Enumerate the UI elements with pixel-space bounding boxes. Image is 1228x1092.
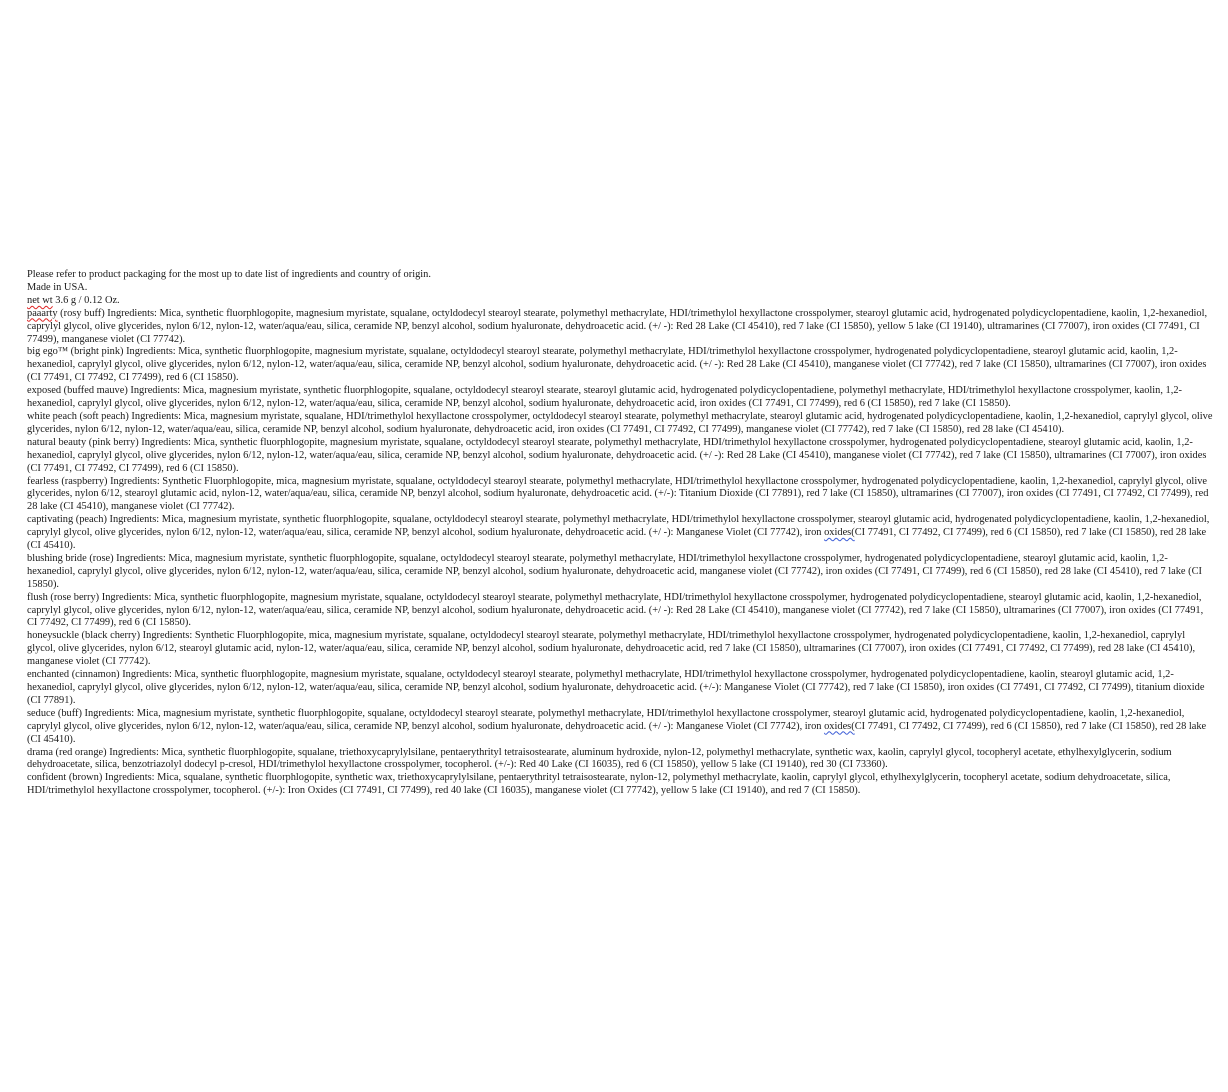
ingredient-entry-enchanted: enchanted (cinnamon) Ingredients: Mica, synthetic fluorphlogopite, magnesium myristate, squalane, octyldodecyl stearoyl stearate, polymethyl methacrylate, HDI/trimethylol hexyllactone crosspolymer, hydrogenated polydicyclopentadiene, kaolin, stearoyl glutamic acid, 1,2-hexanediol, caprylyl glycol, olive glycerides, nylon 6/12, nylon-12, water/aqua/eau, silica, ceramide NP, benzyl alcohol, sodium hyaluronate, dehydroacetic acid. (+/-): Manganese Violet (CI 77742), red 7 lake (CI 15850), iron oxides (CI 77491, CI 77492, CI 77499), titanium dioxide (CI 77891). bbox=[27, 669, 1205, 706]
ingredient-entry-flush: flush (rose berry) Ingredients: Mica, synthetic fluorphlogopite, magnesium myristate, squalane, octyldodecyl stearoyl stearate, polymethyl methacrylate, HDI/trimethylol hexyllactone crosspolymer, hydrogenated polydicyclopentadiene, stearoyl glutamic acid, kaolin, 1,2-hexanediol, caprylyl glycol, olive glycerides, nylon 6/12, nylon-12, water/aqua/eau, silica, ceramide NP, benzyl alcohol, sodium hyaluronate, dehydroacetic acid. (+/ -): Red 28 Lake (CI 45410), manganese violet (CI 77742), red 7 lake (CI 15850), ultramarines (CI 77007), iron oxides (CI 77491, CI 77492, CI 77499), red 6 (CI 15850). bbox=[27, 591, 1204, 629]
ingredient-entry-confident: confident (brown) Ingredients: Mica, squalane, synthetic fluorphlogopite, synthetic wax, triethoxycaprylylsilane, pentaerythrityl tetraisostearate, nylon-12, polymethyl methacrylate, kaolin, caprylyl glycol, ethylhexylglycerin, tocopheryl acetate, sodium dehydroacetate, silica, HDI/trimethylol hexyllactone crosspolymer, tocopherol. (+/-): Iron Oxides (CI 77491, CI 77499), red 40 lake (CI 16035), manganese violet (CI 77742), yellow 5 lake (CI 19140), and red 7 (CI 15850). bbox=[27, 772, 1171, 797]
ingredient-text: seduce (buff) Ingredients: Mica, magnesium myristate, synthetic fluorphlogopite, squalane, octyldodecyl stearoyl stearate, polymethyl methacrylate, HDI/trimethylol hexyllactone crosspolymer, stearoyl glutamic acid, hydrogenated polydicyclopentadiene, kaolin, 1,2-hexanediol, caprylyl glycol, olive glycerides, nylon 6/12, nylon-12, water/aqua/eau, silica, ceramide NP, benzyl alcohol, sodium hyaluronate, dehydroacetic acid. (+/ -): Manganese Violet (CI 77742), iron bbox=[27, 707, 1185, 732]
ingredient-entry-fearless: fearless (raspberry) Ingredients: Synthetic Fluorphlogopite, mica, magnesium myristate, squalane, octyldodecyl stearoyl stearate, polymethyl methacrylate, HDI/trimethylol hexyllactone crosspolymer, hydrogenated polydicyclopentadiene, kaolin, 1,2-hexanediol, caprylyl glycol, olive glycerides, nylon 6/12, stearoyl glutamic acid, nylon-12, water/aqua/eau, silica, ceramide NP, benzyl alcohol, sodium hyaluronate, dehydroacetic acid. (+/-): Titanium Dioxide (CI 77891), red 7 lake (CI 15850), ultramarines (CI 77007), iron oxides (CI 77491, CI 77492, CI 77499), red 28 lake (CI 45410), manganese violet (CI 77742). bbox=[27, 475, 1209, 513]
country-of-origin: Made in USA. bbox=[27, 281, 88, 293]
spelling-flag: oxides( bbox=[824, 527, 855, 539]
shade-name-paaarty: paaarty bbox=[27, 307, 58, 319]
ingredients-document bbox=[27, 269, 1215, 798]
ingredient-entry-seduce bbox=[27, 708, 1215, 747]
ingredient-entry-natural-beauty: natural beauty (pink berry) Ingredients: Mica, synthetic fluorphlogopite, magnesium myristate, squalane, octyldodecyl stearoyl stearate, polymethyl methacrylate, HDI/trimethylol hexyllactone crosspolymer, hydrogenated polydicyclopentadiene, stearoyl glutamic acid, kaolin, 1,2-hexanediol, caprylyl glycol, olive glycerides, nylon 6/12, nylon-12, water/aqua/eau, silica, ceramide NP, benzyl alcohol, sodium hyaluronate, dehydroacetic acid. (+/ -): Red 28 Lake (CI 45410), manganese violet (CI 77742), red 7 lake (CI 15850), ultramarines (CI 77007), iron oxides (CI 77491, CI 77492, CI 77499), red 6 (CI 15850). bbox=[27, 436, 1207, 474]
net-weight bbox=[27, 295, 1215, 308]
ingredient-entry-big-ego: big ego™ (bright pink) Ingredients: Mica, synthetic fluorphlogopite, magnesium myristate, squalane, octyldodecyl stearoyl stearate, polymethyl methacrylate, HDI/trimethylol hexyllactone crosspolymer, hydrogenated polydicyclopentadiene, stearoyl glutamic acid, kaolin, 1,2-hexanediol, caprylyl glycol, olive glycerides, nylon 6/12, nylon-12, water/aqua/eau, silica, ceramide NP, benzyl alcohol, sodium hyaluronate, dehydroacetic acid. (+/ -): Red 28 Lake (CI 45410), manganese violet (CI 77742), red 7 lake (CI 15850), ultramarines (CI 77007), iron oxides (CI 77491, CI 77492, CI 77499), red 6 (CI 15850). bbox=[27, 346, 1207, 384]
ingredient-entry-paaarty bbox=[27, 308, 1215, 347]
net-weight-label: net wt bbox=[27, 294, 53, 306]
ingredient-entry-blushing-bride: blushing bride (rose) Ingredients: Mica, magnesium myristate, synthetic fluorphlogopite, squalane, octyldodecyl stearoyl stearate, polymethyl methacrylate, HDI/trimethylol hexyllactone crosspolymer, hydrogenated polydicyclopentadiene, stearoyl glutamic acid, kaolin, 1,2-hexanediol, caprylyl glycol, olive glycerides, nylon 6/12, nylon-12, water/aqua/eau, silica, ceramide NP, benzyl alcohol, sodium hyaluronate, dehydroacetic acid, manganese violet (CI 77742), iron oxides (CI 77491, CI 77499), red 6 (CI 15850), red 28 lake (CI 45410), red 7 lake (CI 15850). bbox=[27, 552, 1202, 590]
ingredient-text: (rosy buff) Ingredients: Mica, synthetic fluorphlogopite, magnesium myristate, squalane, octyldodecyl stearoyl stearate, polymethyl methacrylate, HDI/trimethylol hexyllactone crosspolymer, stearoyl glutamic acid, hydrogenated polydicyclopentadiene, kaolin, 1,2-hexanediol, caprylyl glycol, olive glycerides, nylon 6/12, nylon-12, water/aqua/eau, silica, ceramide NP, benzyl alcohol, sodium hyaluronate, dehydroacetic acid. (+/ -): Red 28 Lake (CI 45410), red 7 lake (CI 15850), yellow 5 lake (CI 19140), ultramarines (CI 77007), iron oxides (CI 77491, CI 77499), manganese violet (CI 77742). bbox=[27, 307, 1208, 345]
ingredient-entry-honeysuckle: honeysuckle (black cherry) Ingredients: Synthetic Fluorphlogopite, mica, magnesium myristate, squalane, octyldodecyl stearoyl stearate, polymethyl methacrylate, HDI/trimethylol hexyllactone crosspolymer, hydrogenated polydicyclopentadiene, kaolin, 1,2-hexanediol, caprylyl glycol, olive glycerides, nylon 6/12, stearoyl glutamic acid, nylon-12, water/aqua/eau, silica, ceramide NP, benzyl alcohol, sodium hyaluronate, dehydroacetic acid, red 7 lake (CI 15850), ultramarines (CI 77007), iron oxides (CI 77491, CI 77492, CI 77499), red 28 lake (CI 45410), manganese violet (CI 77742). bbox=[27, 630, 1196, 668]
spelling-flag: oxides( bbox=[824, 720, 855, 732]
ingredient-entry-white-peach: white peach (soft peach) Ingredients: Mica, magnesium myristate, squalane, HDI/trimethylol hexyllactone crosspolymer, octyldodecyl stearoyl stearate, polymethyl methacrylate, stearoyl glutamic acid, hydrogenated polydicyclopentadiene, kaolin, 1,2-hexanediol, caprylyl glycol, olive glycerides, nylon 6/12, nylon-12, water/aqua/eau, silica, ceramide NP, benzyl alcohol, sodium hyaluronate, dehydroacetic acid, iron oxides (CI 77491, CI 77492, CI 77499), manganese violet (CI 77742), red 7 lake (CI 15850), red 28 lake (CI 45410). bbox=[27, 410, 1213, 435]
ingredient-entry-drama: drama (red orange) Ingredients: Mica, synthetic fluorphlogopite, squalane, triethoxycaprylylsilane, pentaerythrityl tetraisostearate, aluminum hydroxide, nylon-12, polymethyl methacrylate, synthetic wax, kaolin, caprylyl glycol, tocopheryl acetate, ethylhexylglycerin, sodium dehydroacetate, silica, benzotriazolyl dodecyl p-cresol, HDI/trimethylol hexyllactone crosspolymer, tocopherol. (+/-): Red 40 Lake (CI 16035), red 6 (CI 15850), yellow 5 lake (CI 19140), red 30 (CI 73360). bbox=[27, 746, 1172, 771]
ingredient-entry-exposed: exposed (buffed mauve) Ingredients: Mica, magnesium myristate, synthetic fluorphlogopite, squalane, octyldodecyl stearoyl stearate, stearoyl glutamic acid, hydrogenated polydicyclopentadiene, polymethyl methacrylate, HDI/trimethylol hexyllactone crosspolymer, kaolin, 1,2-hexanediol, caprylyl glycol, olive glycerides, nylon 6/12, nylon-12, water/aqua/eau, silica, ceramide NP, benzyl alcohol, sodium hyaluronate, dehydroacetic acid, iron oxides (CI 77491, CI 77499), red 6 (CI 15850), red 7 lake (CI 15850). bbox=[27, 385, 1183, 410]
ingredient-text-rest: CI 77491, CI 77492, CI 77499), red 6 (CI 15850), red 7 lake (CI 15850), red 28 lake (CI 45410). bbox=[27, 527, 1207, 552]
net-weight-value: 3.6 g / 0.12 Oz. bbox=[55, 294, 120, 306]
ingredient-text-rest: CI 77491, CI 77492, CI 77499), red 6 (CI 15850), red 7 lake (CI 15850), red 28 lake (CI 45410). bbox=[27, 720, 1207, 745]
packaging-notice: Please refer to product packaging for the most up to date list of ingredients and country of origin. bbox=[27, 269, 431, 280]
ingredient-entry-captivating bbox=[27, 514, 1215, 553]
ingredient-text: captivating (peach) Ingredients: Mica, magnesium myristate, synthetic fluorphlogopite, squalane, octyldodecyl stearoyl stearate, polymethyl methacrylate, HDI/trimethylol hexyllactone crosspolymer, stearoyl glutamic acid, hydrogenated polydicyclopentadiene, kaolin, 1,2-hexanediol, caprylyl glycol, olive glycerides, nylon 6/12, nylon-12, water/aqua/eau, silica, ceramide NP, benzyl alcohol, sodium hyaluronate, dehydroacetic acid. (+/ -): Manganese Violet (CI 77742), iron bbox=[27, 514, 1210, 539]
